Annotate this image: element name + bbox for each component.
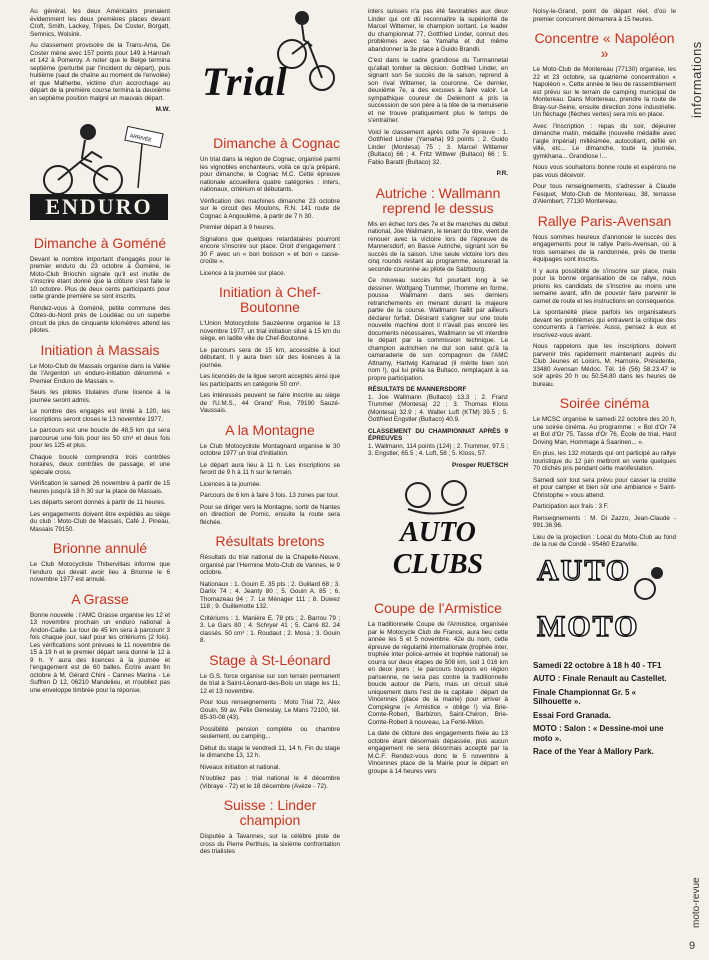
automoto-illustration [533, 553, 676, 661]
paragraph: Devant le nombre important d'engagés pour le premier enduro du 23 octobre à Goméné, le Moto-Club Briochin signale qu'il est inutile de s'inscrire étant donné que la clôture s'est faite le 10 octobre. Plus de deux cents participants pour cette grande première se sont inscrits. [30, 255, 170, 300]
paragraph: Parcours de 6 km à faire 3 fois. 13 zones par tour. [200, 492, 340, 499]
section-heading: Suisse : Linder champion [223, 797, 317, 828]
paragraph: N'oubliez pas : trial national le 4 décembre (Vibraye - 72) et le 18 décembre (Avèze - 72). [200, 775, 340, 790]
paragraph: Vérification des machines dimanche 23 octobre sur le circuit des Moulons, R.N. 141 route de Cognac à Angoulême, à partir de 7 h 30. [200, 197, 340, 220]
paragraph: Mis en échec lors des 7e et 8e manches du début national, Joe Wallmann, le tenant du titre, vient de renouer avec la victoire lors de l'épreuve de Mannersdorf, en Basse Autriche, signant son 6e succès de la saison. Une seule victoire lors des cinq rounds restant au programme, assurerait la seconde couronne au pilote de Salzbourg. [368, 220, 508, 273]
automoto-logo-bottom: MOTO [537, 609, 640, 643]
paragraph: Le MCSC organise le samedi 22 octobre des 20 h, une soirée cinéma. Au programme : « Bol d'Or 74 et Bol d'Or 75, Tasse d'Or 76, École de trial, Hard Driving Man, Hommage à Saarinen... ». [533, 416, 676, 446]
paragraph: Vérification le samedi 26 novembre à partir de 15 heures jusqu'à 18 h 30 sur la place de Massais. [30, 480, 170, 495]
paragraph: Possibilité pension complète ou chambre seulement, ou camping... [200, 725, 340, 740]
results-list: 1. Joe Wallmann (Bultaco) 13.3 ; 2. Franz Trummer (Montesa) 22 ; 3. Thomas Kloss (Montesa) 32.9 ; 4. Walter Luft (KTM) 39.5 ; 5. Gottfried Engstler (Bultaco) 40.9. [368, 393, 508, 423]
paragraph: L'Union Motocycliste Sauzéenne organise le 13 novembre 1977, un trial initiation situé à 15 km du siège, en ladite ville de Chef-Boutonne. [200, 320, 340, 342]
tv-item: Race of the Year à Mallory Park. [533, 747, 654, 756]
paragraph: Nous vous souhaitons bonne route et espérons ne pas vous décevoir. [533, 164, 676, 179]
paragraph: Au classement provisoire de la Trans-Ama, De Coster mène avec 157 points pour 149 à Hannah et 142 à Pomeroy. A noter que le Belge termina septième (perturbé par l'incident du départ), puis huitième (saut de chaîne au moment de l'envolée) et que Malherbe, victime d'un accrochage au départ de la première course termina la deuxième en septième position malgré un mauvais départ. [30, 42, 170, 102]
paragraph: Nous sommes heureux d'annoncer le succès des engagements pour le rallye Paris-Avensan, où à trois semaines de la randonnée, près de trente équipages sont inscrits. [533, 233, 676, 263]
automoto-drawing [533, 553, 676, 661]
paragraph: Pour se diriger vers la Montagne, sortir de Nantes en direction de Pornic, ensuite la route sera fléchée. [200, 503, 340, 526]
signature: P.R. [496, 170, 508, 177]
signature: Prosper RUETSCH [452, 461, 508, 469]
paragraph: Seuls les pilotes titulaires d'une licence à la journée seront admis. [30, 389, 170, 404]
paragraph: Les engagements doivent être expédiés au siège du club : Moto-Club de Massais, Café J. Pineau, Massais 79150. [30, 510, 170, 533]
section-heading: Concentre « Napoléon » [534, 30, 675, 61]
tv-schedule-heading: Samedi 22 octobre à 18 h 40 - TF1 [533, 660, 662, 670]
standings-list: 1. Wallmann, 114 points (124) ; 2. Trummer, 97.5 ; 3. Engstler, 65.5 ; 4. Luft, 58 ; 5. Kloss, 57. [368, 442, 508, 457]
section-heading: Brionne annulé [52, 540, 148, 556]
column-1 [30, 8, 170, 698]
paragraph: Disputée à Tavannes, sur la célèbre piste de cross du Pierre Perthuis, la sixième confrontation des trialistes [200, 833, 340, 855]
section-heading: Coupe de l'Armistice [374, 600, 502, 616]
paragraph: Samedi soir tout sera prévu pour casser la croûte et pour camper et bien sûr une ambiance « Saint-Christophe » vous attend. [533, 476, 676, 499]
paragraph: Le Club Motocycliste Thibervillais informe que l'enduro qui devait avoir lieu à Brionne le 6 novembre 1977 est annulé. [30, 561, 170, 583]
paragraph: Nous rappelons que les inscriptions doivent parvenir très rapidement maintenant auprès du Club Jeunes et Loisirs, M. Harnoire, Présidente, 33480 Avensan Médoc. Tél. 16 (56) 58.23.47 le soir après 20 h ou 50.54.80 dans les heures de bureau. [533, 343, 676, 388]
autoclubs-illustration [368, 473, 508, 593]
paragraph: Un trial dans la région de Cognac, organisé parmi les vignobles enchanteurs, voilà ce qu'a préparé, pour dimanche, le Cognac M.C. Cette épreuve nationale accueillera quatre catégories : inters, nationaux, critérium et débutants. [200, 156, 340, 193]
section-heading: Dimanche à Cognac [213, 135, 340, 151]
section-heading: Stage à St-Léonard [209, 651, 331, 668]
paragraph: Chaque boucle comprendra trois contrôles horaires, deux contrôles de passage, et une spéciale cross. [30, 453, 170, 476]
paragraph: Les départs seront donnés à partir de 11 heures. [30, 499, 166, 506]
paragraph: Renseignements : M. Di Zazzo, Jean-Claude - 991.36.96. [533, 514, 676, 529]
paragraph: Licences à la journée. [200, 480, 262, 488]
column-2 [200, 8, 340, 860]
paragraph: Licence à la journée sur place. [200, 269, 286, 277]
tv-item: Essai Ford Granada. [533, 710, 611, 720]
signature: M.W. [155, 106, 170, 113]
paragraph: Les intéressés peuvent se faire inscrire au siège de l'U.M.S., 44 Grand' Rue, 79190 Sauzé-Vaussais. [200, 392, 340, 414]
paragraph: Le nombre des engagés est limité à 120, les inscriptions seront closes le 13 novembre 1977. [30, 408, 170, 423]
section-heading: Initiation à Chef-Boutonne [219, 284, 321, 315]
section-heading: Soirée cinéma [559, 395, 650, 411]
column-4 [533, 8, 676, 761]
section-label-informations: informations [689, 41, 704, 118]
paragraph: Ce nouveau succès fut pourtant long à se dessiner. Wolfgang Trummer, l'homme en forme, poussa Wallmann dans ses derniers retranchements en menant durant la majeure partie de la course. Wallmann faillit par ailleurs déclarer forfait. Désirant s'aligner sur une toute nouvelle machine dont il n'avait pas encore les documents nécessaires, Wallmann se vit interdire le départ par la commission technique. Le champion autrichien ne dut son salut qu'à la camaraderie de son compagnon de l'AMC Attnamy, Hartwig Kamarad (il mérite bien son nom !), qui lui prêta sa Bultaco, remplaçant à sa propre participation. [368, 277, 508, 382]
paragraph: Pour tous renseignements, s'adresser à Claude Fesquet, Moto-Club de Montereau, 38, terrasse d'Alembert, 77130 Montereau. [533, 183, 676, 205]
paragraph: En plus, les 132 motards qui ont participé au rallye touristique du 12 juin mettront en vente quelques 70 clichés pris pendant cette manifestation. [533, 450, 676, 472]
paragraph: Le G.S. force organise sur son terrain permanent de trial à Saint-Léonard-des-Bois un stage les 11, 12 et 13 novembre. [200, 672, 340, 695]
paragraph: Les licenciés de la ligue seront acceptés ainsi que les participants en catégorie 50 cm³. [200, 373, 340, 388]
section-heading: Autriche : Wallmann reprend le dessus [375, 184, 501, 216]
autoclubs-logo: AUTO CLUBS [392, 517, 484, 580]
paragraph: Le départ aura lieu à 11 h. Les inscriptions se feront de 9 h à 11 h sur le terrain. [200, 461, 340, 476]
paragraph: Le parcours est une boucle de 48,5 km qui sera parcourue une fois pour les 50 cm³ et deux fois pour les 125 et plus. [30, 427, 170, 449]
section-heading: A Grasse [71, 590, 129, 607]
tv-item: MOTO : Salon : « Dessine-moi une moto ». [533, 724, 664, 743]
paragraph: C'est dans le cadre grandiose du Turmannetal qu'allait tomber la décision. Gottfried Linder, en signant son 5e succès de la saison, reprend à son rival Wittemer, la couronne. Ce dernier, deuxième 7e, a des excuses à faire valoir. Le sympathique coureur de Delémont a pris la succession de son père à la tête de la menuiserie et ne trouve pratiquement plus le temps de s'entraîner. [368, 57, 508, 124]
trial-illustration [200, 8, 340, 128]
paragraph: Lieu de la projection : Local du Moto-Club au fond de la rue de Condé - 95460 Ezanville. [533, 533, 676, 548]
trial-logo: Trial [202, 59, 288, 104]
paragraph: Le Moto-Club de Massais organise dans la Vallée de l'Argenton un enduro-initiation dénommé « Premier Enduro de Massais ». [30, 362, 170, 385]
automoto-logo-top: AUTO [537, 553, 632, 587]
section-heading: Résultats bretons [215, 533, 325, 549]
paragraph: Début du stage le vendredi 11, 14 h. Fin du stage le dimanche 13, 12 h. [200, 744, 340, 759]
paragraph: Le parcours sera de 15 km, accessible à tout débutant. Il y aura bien sûr des licences à la journée. [200, 346, 340, 369]
paragraph: Avec l'inscription : repas du soir, déjeuner dimanche matin, médaille (nouvelle médaille avec l'aigle impérial) millésimée, autocollant, défilé en ville, etc... Le dimanche, toute la journée, gymkhana... Grandiose !... [533, 122, 676, 160]
section-heading: Rallye Paris-Avensan [537, 212, 672, 229]
enduro-illustration [30, 118, 170, 228]
paragraph: Résultats du trial national de la Chapelle-Neuve, organisé par l'Hermine Moto-Club de Vannes, le 9 octobre. [200, 554, 340, 576]
enduro-banner: ENDURO [30, 194, 168, 220]
paragraph: Rendez-vous à Goméné, petite commune des Côtes-du-Nord près de Loudéac ou un superbe circuit de plus de cinquante kilomètres attend les pilotes. [30, 304, 170, 334]
paragraph: Le Moto-Club de Montereau (77130) organise, les 22 et 23 octobre, sa quatrième concentration « Napoléon ». Cette année le lieu de rassemblement est prévu sur le terrain de camping municipal de Montereau. Dans Montereau, prendre la route de Bray-sur-Seine, ensuite direction zone industrielle. Un fléchage (flèches vertes) sera mis en place. [533, 66, 676, 118]
sign-text: ARRIVÉE [129, 132, 152, 144]
paragraph: Au général, les deux Américains prenaient évidemment les deux premières places devant Croft, Smith, Lackey, Tripes, De Coster, Borgatt, Semnics, Wolsink. [30, 8, 170, 38]
paragraph: Voici le classement après cette 7e épreuve : 1. Gottfried Linder (Yamaha) 93 points ; 2. Guido Linder (Montesa) 75 ; 3. Marcel Wittemer (Bultaco) 66 ; 4. Fritz Wittwer (Bultaco) 66 ; 5. Fabio Baratti (Bultaco) 32. [368, 128, 508, 166]
paragraph: Signalons que quelques retardataires pourront encore s'inscrire sur place. Droit d'engagement : 30 F avec un « bon boisson » et bon « casse-croûte ». [200, 235, 340, 265]
tv-item: AUTO : Finale Renault au Castellet. [533, 674, 667, 683]
paragraph: Bonne nouvelle : l'AMC Grasse organise les 12 et 13 novembre prochain un enduro national à Andon-Caille. Le tour de 45 km sera à parcourir 3 fois chaque jour, sauf pour les critériums (2 fois). Les vérifications sont prévues le 11 novembre de 15 à 19 h et le premier départ sera donné le 12 à 9 h. Y aura des licences à la journée et l'engagement est de 60 balles. Écrire avant fin octobre à M. Gérard Chini - Cannes Marina - Le Suffren D 12, 06210 Mandelieu, et n'oubliez pas une enveloppe timbrée pour la réponse. [30, 611, 170, 694]
paragraph: Noisy-le-Grand, point de départ réel, d'où le premier concurrent démarrera à 15 heures. [533, 8, 676, 23]
paragraph: Critériums : 1. Manière E. 78 pts ; 2. Barrou 79 ; 3. Le Gars 80 ; 4. Schryer 41 ; 5. Carré 82. 24 classés. 50 cm³ : 1. Roudaut ; 2. Mosa ; 3. Gouin 8. [200, 614, 340, 644]
paragraph: La date de clôture des engagements fixée au 13 octobre étant désormais dépassée, plus aucun engagement ne sera désormais accepté par la M.C.F. Rendez-vous donc le 5 novembre à Vincennes place de la Mairie pour le départ en groupe à 14 heures vers [368, 730, 508, 775]
paragraph: La spontanéité place parfois les organisateurs devant les problèmes qui entravent la critique des concurrents à l'arrivée. Aussi, pensez à eux et inscrivez-vous avant. [533, 309, 676, 339]
paragraph: Le Club Motocycliste Montagnard organise le 30 octobre 1977 un trial d'initiation. [200, 442, 340, 457]
paragraph: inters suisses n'a pas été favorables aux deux Linder qui ont dû reconnaître la supériorité de Marcel Wittemer, le champion sortant. Le leader du championnat 77, Gottfried Linder, connut des problèmes avec sa Yamaha et dut même abandonner la 3e place à Guido Brandli. [368, 8, 508, 53]
page-number: 9 [689, 940, 696, 952]
magazine-name-label: moto-revue [691, 877, 702, 928]
paragraph: Participation aux frais : 3 F. [533, 503, 609, 510]
side-margin [683, 0, 709, 960]
section-heading: Dimanche à Goméné [33, 234, 167, 251]
paragraph: Premier départ à 9 heures. [200, 224, 275, 231]
paragraph: La traditionnelle Coupe de l'Armistice, organisée par le Motocycle Club de France, aura lieu cette année les 5 et 5 novembre. 42e du nom, cette épreuve de régularité internationale (trophée inter, trophée inter police-armée et trophée national) se courra sur deux étapes de 508 km, soit 1 016 km en deux jours ; le parcours toujours en région parisienne, ne sera pas contre la traditionnelle boucle autour de Paris, mais un circuit situé uniquement dans l'est de la capitale : départ de Vincennes (place de la mairie) pour arriver à Compiègne (« Armistice » oblige !) via Brie-Comte-Robert, Barbizon, Saint-Chéron, Brie-Comte-Robert à nouveau, La Ferté-Milon. [368, 621, 508, 726]
paragraph: Niveaux initiation et national. [200, 763, 281, 771]
paragraph: Il y aura possibilité de s'inscrire sur place, mais pour la bonne organisation de ce rallye, nous prions les candidats de s'inscrire au moins une semaine avant, afin de pouvoir faire parvenir le carnet de route et les instructions en conséquence. [533, 267, 676, 305]
paragraph: Nationaux : 1. Gouin E. 35 pts ; 2. Guillard 68 ; 3. Darlix 74 ; 4. Jeanty 80 ; 5. Gouin A. 85 ; 6. Thomazeau 94 ; 7. Le Ménager 111 ; 8. Duwez 118 ; 9. Guillemotte 132. [200, 580, 340, 610]
standings-title: CLASSEMENT DU CHAMPIONNAT APRÈS 9 ÉPREUVES [368, 427, 508, 442]
section-heading: A la Montagne [225, 421, 315, 438]
column-3 [368, 8, 508, 779]
section-heading: Initiation à Massais [40, 341, 160, 358]
results-title: RÉSULTATS DE MANNERSDORF [368, 386, 467, 393]
tv-item: Finale Championnat Gr. 5 « Silhouette ». [533, 687, 637, 706]
paragraph: Pour tous renseignements : Moto Trial 72, Alex Gouin, 59 av. Félix Geneslay, Le Mans 72100, tél. 85-30-08 (43). [200, 699, 340, 721]
